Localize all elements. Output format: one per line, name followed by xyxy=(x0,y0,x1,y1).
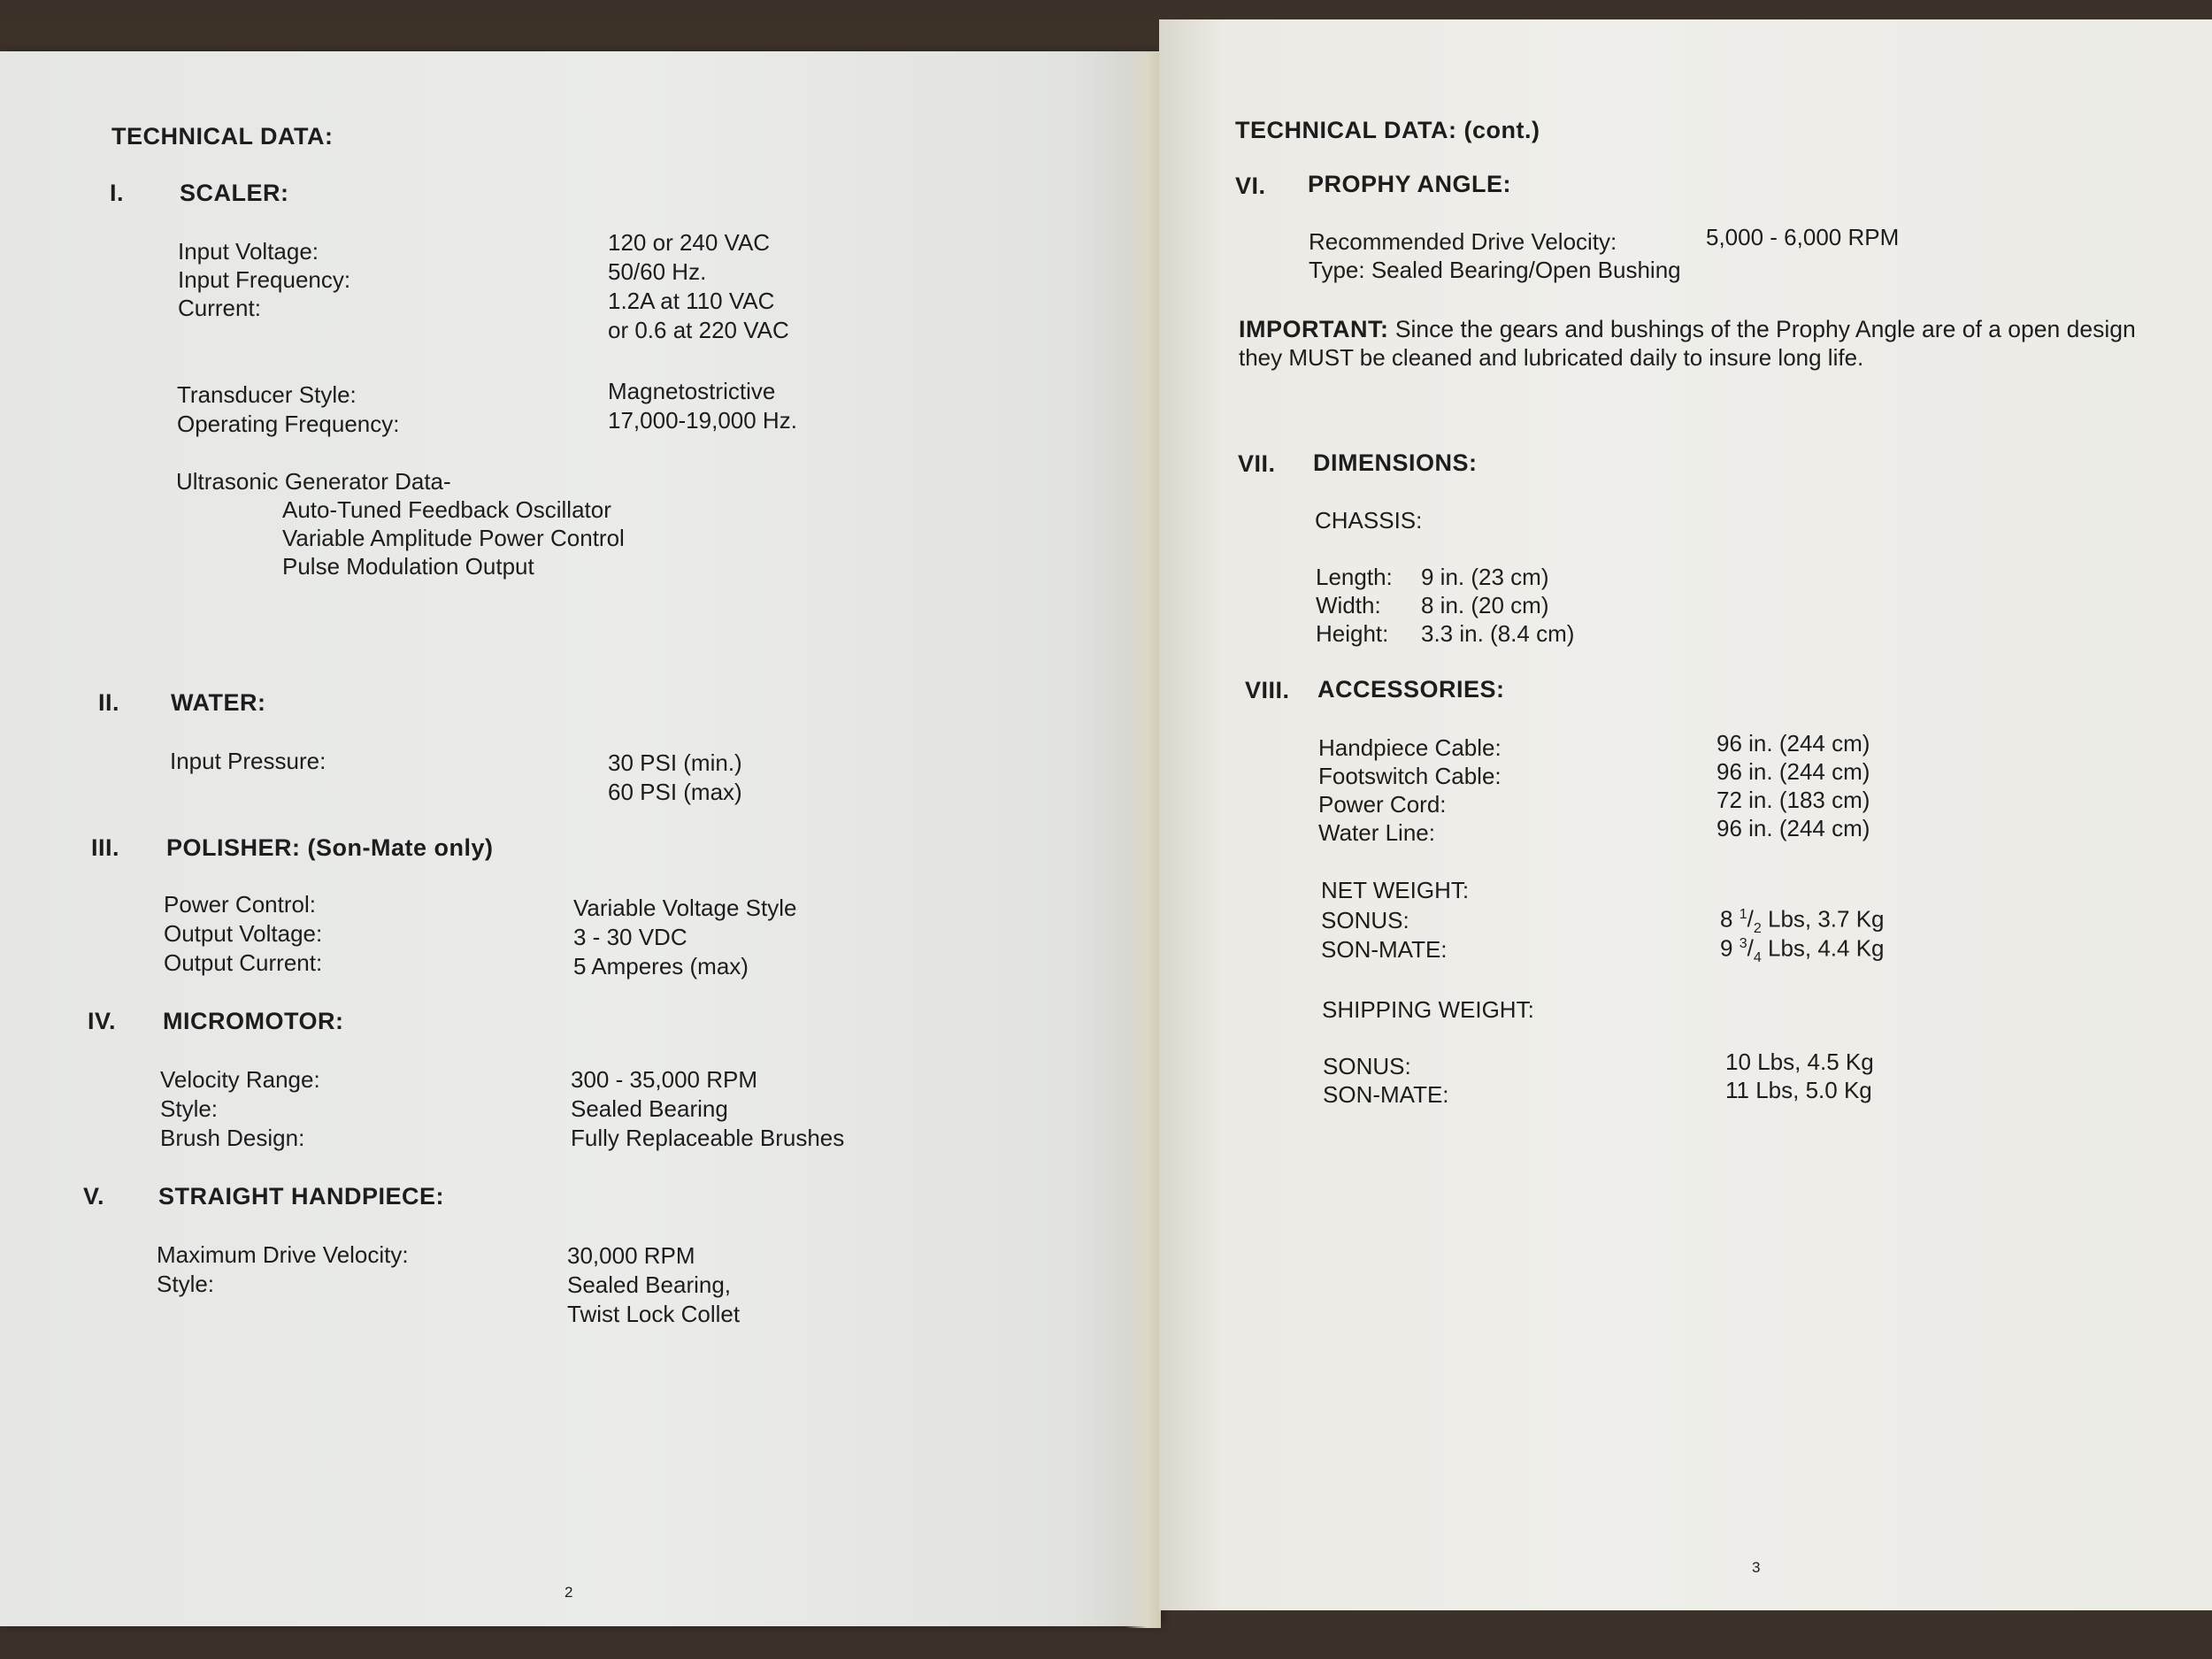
spec-label: Length: xyxy=(1316,564,1393,590)
spec-label: Water Line: xyxy=(1318,819,1435,846)
spec-label: Operating Frequency: xyxy=(177,411,400,437)
spec-value: 3.3 in. (8.4 cm) xyxy=(1421,620,1575,647)
spec-label: Type: Sealed Bearing/Open Bushing xyxy=(1309,257,1681,283)
section-title-micromotor: MICROMOTOR: xyxy=(163,1008,344,1034)
spec-value: 120 or 240 VAC xyxy=(608,229,771,256)
spec-value: 60 PSI (max) xyxy=(608,779,742,805)
section-number: I. xyxy=(110,180,125,206)
important-text-line1: Since the gears and bushings of the Prophy Angle are of a open design xyxy=(1394,316,2136,342)
spec-label: Input Frequency: xyxy=(178,266,351,293)
net-weight-title: NET WEIGHT: xyxy=(1321,877,1470,903)
spec-label: SONUS: xyxy=(1321,907,1409,933)
page-spine xyxy=(1125,53,1161,1628)
spec-value: 96 in. (244 cm) xyxy=(1717,815,1870,841)
section-title-accessories: ACCESSORIES: xyxy=(1317,676,1505,703)
spec-label: Input Pressure: xyxy=(170,748,326,774)
spec-value: 17,000-19,000 Hz. xyxy=(608,407,797,434)
fraction-numerator: 3 xyxy=(1739,936,1747,951)
section-number: V. xyxy=(83,1183,105,1210)
weight-whole: 8 xyxy=(1720,905,1733,933)
page-number: 2 xyxy=(565,1584,573,1601)
spec-label: Output Voltage: xyxy=(164,920,323,947)
spec-value: Sealed Bearing xyxy=(571,1095,728,1122)
spec-label: Power Cord: xyxy=(1318,791,1447,818)
spec-value: 50/60 Hz. xyxy=(608,258,707,285)
spec-value: Fully Replaceable Brushes xyxy=(571,1125,845,1151)
spec-value: 5,000 - 6,000 RPM xyxy=(1706,224,1900,250)
spec-value: 10 Lbs, 4.5 Kg xyxy=(1725,1048,1874,1075)
spec-value: 96 in. (244 cm) xyxy=(1717,730,1870,757)
section-title-polisher: POLISHER: (Son-Mate only) xyxy=(166,834,494,861)
spec-label: Recommended Drive Velocity: xyxy=(1309,228,1617,255)
section-title-water: WATER: xyxy=(171,689,266,716)
spec-value: Magnetostrictive xyxy=(608,378,776,404)
spec-value: Sealed Bearing, xyxy=(567,1271,732,1298)
section-title-prophy-angle: PROPHY ANGLE: xyxy=(1308,171,1512,197)
weight-whole: 9 xyxy=(1720,934,1733,962)
section-number: III. xyxy=(91,834,120,861)
spec-label: Input Voltage: xyxy=(178,238,319,265)
spec-label: Output Current: xyxy=(164,949,323,976)
spec-value: 72 in. (183 cm) xyxy=(1717,787,1870,813)
chassis-label: CHASSIS: xyxy=(1315,507,1423,534)
section-title-scaler: SCALER: xyxy=(180,180,289,206)
generator-item: Auto-Tuned Feedback Oscillator xyxy=(282,496,611,523)
spec-value: 9 in. (23 cm) xyxy=(1421,564,1549,590)
spec-value: 30,000 RPM xyxy=(567,1242,695,1269)
spec-label: Height: xyxy=(1316,620,1389,647)
spec-value: 3 - 30 VDC xyxy=(573,924,687,950)
spec-value: 8 $^1/_2$ Lbs, 3.7 Kg xyxy=(1720,905,1885,936)
generator-label: Ultrasonic Generator Data- xyxy=(176,468,451,495)
spec-label: Transducer Style: xyxy=(177,381,357,408)
shipping-weight-title: SHIPPING WEIGHT: xyxy=(1322,996,1534,1023)
section-number: VII. xyxy=(1238,450,1276,477)
spec-label: SON-MATE: xyxy=(1321,936,1448,963)
spec-label: SONUS: xyxy=(1323,1053,1411,1079)
section-number: II. xyxy=(98,689,120,716)
spec-label: Brush Design: xyxy=(160,1125,305,1151)
spec-label: Power Control: xyxy=(164,891,316,918)
page-heading: TECHNICAL DATA: (cont.) xyxy=(1235,117,1540,143)
left-page xyxy=(0,51,1159,1626)
generator-item: Pulse Modulation Output xyxy=(282,553,534,580)
page-number: 3 xyxy=(1752,1559,1761,1576)
fraction-denominator: 4 xyxy=(1753,949,1762,965)
generator-item: Variable Amplitude Power Control xyxy=(282,525,625,551)
spec-value: 9 $^3/_4$ Lbs, 4.4 Kg xyxy=(1720,934,1885,965)
spec-label: Footswitch Cable: xyxy=(1318,763,1502,789)
spec-label: Width: xyxy=(1316,592,1381,618)
fraction-denominator: 2 xyxy=(1753,920,1762,936)
section-title-dimensions: DIMENSIONS: xyxy=(1313,449,1478,476)
fraction-numerator: 1 xyxy=(1739,907,1747,922)
spec-value: 96 in. (244 cm) xyxy=(1717,758,1870,785)
section-number: VI. xyxy=(1235,173,1266,199)
section-number: VIII. xyxy=(1245,677,1290,703)
spec-value: 11 Lbs, 5.0 Kg xyxy=(1725,1077,1872,1103)
section-number: IV. xyxy=(88,1008,117,1034)
important-label: IMPORTANT: xyxy=(1239,316,1389,342)
spec-value: 1.2A at 110 VAC xyxy=(608,288,775,314)
spec-label: Handpiece Cable: xyxy=(1318,734,1502,761)
right-page xyxy=(1159,19,2212,1610)
spec-value: Variable Voltage Style xyxy=(573,895,797,921)
section-title-straight-handpiece: STRAIGHT HANDPIECE: xyxy=(158,1183,445,1210)
spec-value: 30 PSI (min.) xyxy=(608,749,742,776)
spec-label: Maximum Drive Velocity: xyxy=(157,1241,409,1268)
important-note xyxy=(1239,315,2136,343)
weight-rest: Lbs, 4.4 Kg xyxy=(1767,934,1885,962)
spec-value: 8 in. (20 cm) xyxy=(1421,592,1549,618)
spec-label: Current: xyxy=(178,295,261,321)
spec-value: Twist Lock Collet xyxy=(567,1301,741,1327)
spec-value: 5 Amperes (max) xyxy=(573,953,749,979)
important-text-line2: they MUST be cleaned and lubricated daily to insure long life. xyxy=(1239,344,1864,371)
weight-rest: Lbs, 3.7 Kg xyxy=(1767,905,1885,933)
spec-label: Velocity Range: xyxy=(160,1066,320,1093)
page-heading: TECHNICAL DATA: xyxy=(111,123,334,150)
spec-value: 300 - 35,000 RPM xyxy=(571,1066,758,1093)
spec-label: Style: xyxy=(157,1271,215,1297)
spec-value: or 0.6 at 220 VAC xyxy=(608,317,789,343)
spec-label: SON-MATE: xyxy=(1323,1081,1449,1108)
spec-label: Style: xyxy=(160,1095,219,1122)
